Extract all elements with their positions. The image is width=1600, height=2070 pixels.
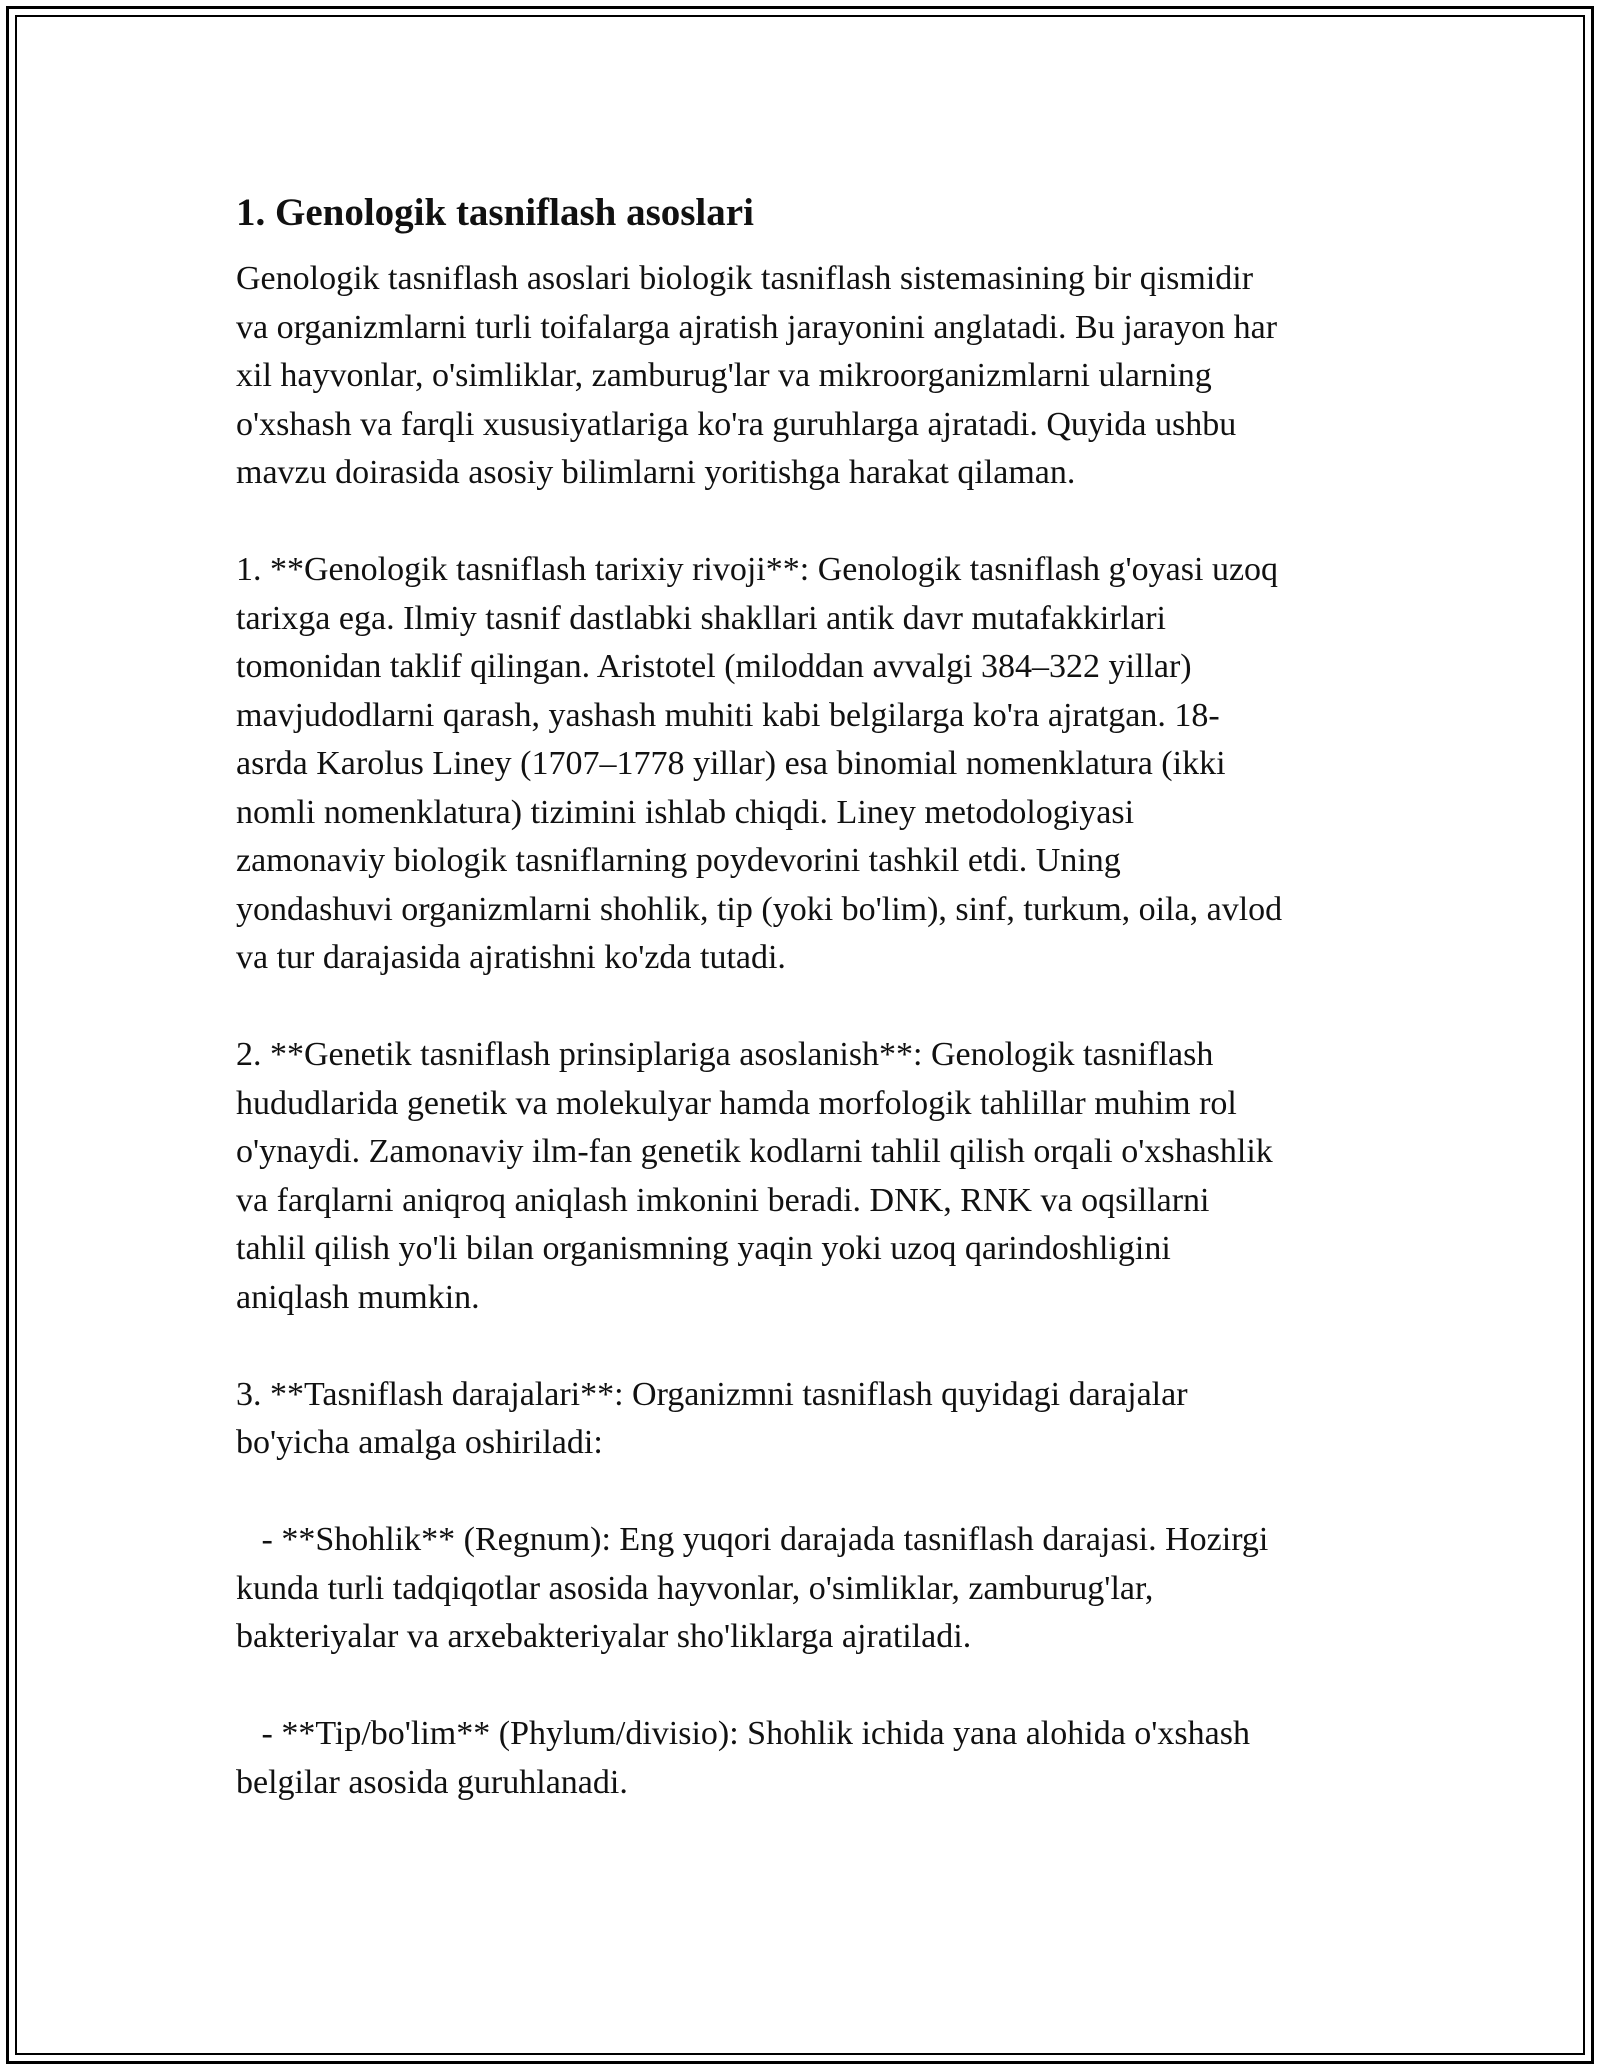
classification-levels-paragraph: 3. **Tasniflash darajalari**: Organizmni tasniflash quyidagi darajalar bo'yicha amalga oshiriladi: — [236, 1375, 1188, 1461]
kingdom-list-item: - **Shohlik** (Regnum): Eng yuqori darajada tasniflash darajasi. Hozirgi kunda turli tadqiqotlar asosida hayvonlar, o'simliklar, zamburug'lar, bakteriyalar va arxebakteriyalar sho'liklarga ajratiladi. — [236, 1521, 1269, 1655]
genetic-principles-paragraph: 2. **Genetik tasniflash prinsiplariga asoslanish**: Genologik tasniflash hududlarida genetik va molekulyar hamda morfologik tahlillar muhim rol o'ynaydi. Zamonaviy ilm-fan genetik kodlarni tahlil qilish orqali o'xshashlik va farqlarni aniqroq aniqlash imkonini beradi. DNK, RNK va oqsillarni tahlil qilish yo'li bilan organismning yaqin yoki uzoq qarindoshligini aniqlash mumkin. — [236, 1036, 1273, 1316]
intro-paragraph: Genologik tasniflash asoslari biologik tasniflash sistemasining bir qismidir va organizmlarni turli toifalarga ajratish jarayonini anglatadi. Bu jarayon har xil hayvonlar, o'simliklar, zamburug'lar va mikroorganizmlarni ularning o'xshash va farqli xususiyatlariga ko'ra guruhlarga ajratadi. Quyida ushbu mavzu doirasida asosiy bilimlarni yoritishga harakat qilaman. — [236, 260, 1278, 491]
document-body — [236, 185, 1386, 1807]
history-paragraph: 1. **Genologik tasniflash tarixiy rivoji**: Genologik tasniflash g'oyasi uzoq tarixga ega. Ilmiy tasnif dastlabki shakllari antik davr mutafakkirlari tomonidan taklif qilingan. Aristotel (miloddan avvalgi 384–322 yillar) mavjudodlarni qarash, yashash muhiti kabi belgilarga ko'ra ajratgan. 18- asrda Karolus Liney (1707–1778 yillar) esa binomial nomenklatura (ikki nomli nomenklatura) tizimini ishlab chiqdi. Liney metodologiyasi zamonaviy biologik tasniflarning poydevorini tashkil etdi. Uning yondashuvi organizmlarni shohlik, tip (yoki bo'lim), sinf, turkum, oila, avlod va tur darajasida ajratishni ko'zda tutadi. — [236, 551, 1283, 976]
document-title: 1. Genologik tasniflash asoslari — [236, 191, 754, 234]
phylum-list-item: - **Tip/bo'lim** (Phylum/divisio): Shohlik ichida yana alohida o'xshash belgilar asosida guruhlanadi. — [236, 1715, 1250, 1801]
